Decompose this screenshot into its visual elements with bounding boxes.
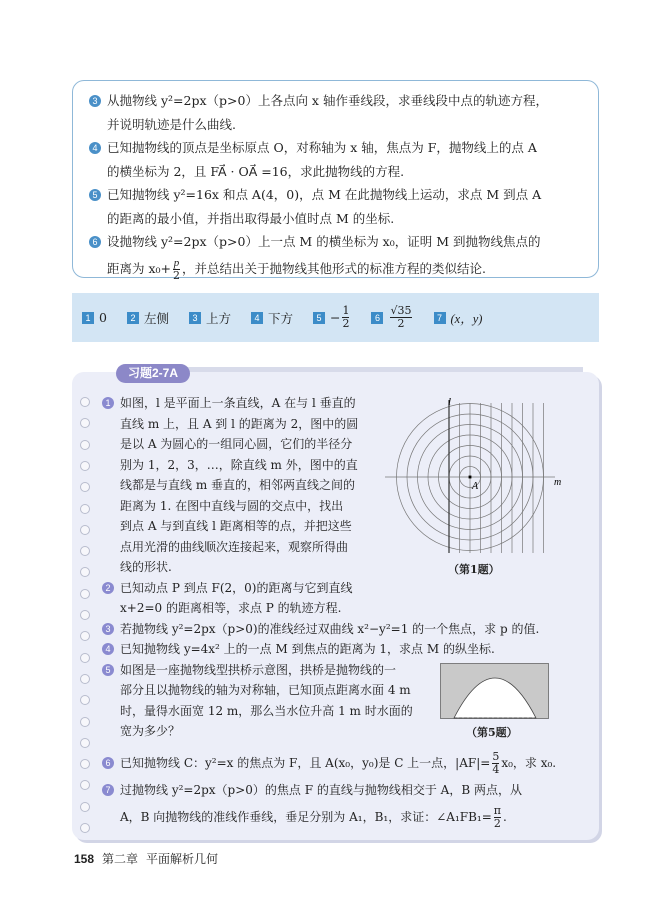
ex1-line: 直线 m 上，且 A 到 l 的距离为 2，图中的圆 [120, 416, 359, 431]
text: 距离为 x₀+ [107, 260, 172, 276]
answer-number: 2 [127, 312, 139, 324]
numerator: p [173, 256, 180, 269]
number-badge: 3 [89, 95, 101, 107]
exercise-6-line-1 [89, 230, 598, 254]
text: 如图，l 是平面上一条直线，A 在与 l 垂直的 [120, 396, 356, 410]
denominator: 4 [492, 762, 500, 776]
figure-arch-bridge [440, 663, 550, 721]
text: 已知动点 P 到点 F(2，0)的距离与它到直线 [120, 580, 353, 595]
number-badge: 6 [102, 757, 114, 769]
binder-hole [80, 589, 90, 599]
binder-hole [80, 525, 90, 535]
page-footer [74, 850, 226, 867]
denominator: 2 [493, 817, 501, 830]
figure-5-caption: （第5题） [466, 726, 518, 739]
exercise-3-line-2: 并说明轨迹是什么曲线. [107, 116, 236, 132]
answer-text: 下方 [267, 310, 293, 326]
answer-number: 7 [434, 312, 446, 324]
chapter-title: 平面解析几何 [146, 852, 219, 866]
page-number: 158 [74, 852, 95, 866]
ex1-line: 到点 A 与到直线 l 距离相等的点，并把这些 [120, 519, 352, 533]
answer-number: 3 [189, 312, 201, 324]
binder-hole [80, 674, 90, 684]
number-badge: 2 [102, 582, 114, 594]
text: 若抛物线 y²=2px（p>0)的准线经过双曲线 x²−y²=1 的一个焦点，求 p 的值. [120, 621, 540, 636]
answer-number: 1 [82, 312, 94, 324]
text: 已知抛物线 y=4x² 上的一点 M 到焦点的距离为 1，求点 M 的纵坐标. [120, 642, 495, 656]
answer-number: 5 [313, 312, 325, 324]
answer-3 [189, 309, 231, 327]
fraction [342, 305, 349, 330]
numerator: √35 [390, 304, 412, 317]
exercise-4-line-1 [89, 136, 598, 160]
section-tag: 习题2-7A [116, 364, 190, 383]
chapter-label: 第二章 [102, 852, 139, 866]
ex1-line: 别为 1，2，3，…，除直线 m 外，图中的直 [120, 457, 358, 472]
answer-2 [127, 309, 169, 327]
ex1-line: 点用光滑的曲线顺次连接起来，观察所得曲 [120, 539, 349, 554]
answer-text: 上方 [205, 310, 231, 326]
answer-text: 左侧 [143, 310, 169, 326]
minus-sign: − [330, 310, 341, 325]
fraction [494, 805, 501, 830]
binder-hole [80, 823, 90, 833]
exercise-3-line-1 [89, 89, 598, 113]
denominator: 2 [397, 317, 405, 330]
ex2-line [102, 578, 556, 599]
text: x₀，求 x₀. [501, 755, 557, 770]
binder-hole [80, 461, 90, 471]
answer-4 [251, 309, 293, 327]
denominator: 2 [342, 317, 350, 330]
answer-7 [434, 309, 483, 327]
binder-hole [80, 504, 90, 514]
label-l: l [448, 396, 452, 408]
ex2-line: x+2=0 的距离相等，求点 P 的轨迹方程. [120, 601, 342, 615]
text: 已知抛物线 y²=16x 和点 A(4，0)，点 M 在此抛物线上运动，求点 M 到点 A [107, 187, 542, 202]
text: 过抛物线 y²=2px（p>0）的焦点 F 的直线与抛物线相交于 A，B 两点，从 [120, 782, 522, 797]
answer-text: 0 [99, 310, 107, 325]
number-badge: 7 [102, 784, 114, 796]
ex5-line: 宽为多少？ [120, 724, 181, 738]
ex1-line: 距离为 1. 在图中直线与圆的交点中，找出 [120, 498, 344, 513]
ex1-line: 线的形状. [120, 560, 172, 574]
binder-hole [80, 802, 90, 812]
binder-hole [80, 738, 90, 748]
exercise-6-line-2 [89, 254, 598, 284]
ex6-line [102, 746, 556, 780]
label-m: m [554, 477, 562, 488]
numerator: 5 [492, 749, 500, 763]
ex1-line: 线都是与直线 m 垂直的，相邻两直线之间的 [120, 478, 356, 492]
number-badge: 4 [89, 142, 101, 154]
answer-number: 4 [251, 312, 263, 324]
text: 设抛物线 y²=2px（p>0）上一点 M 的横坐标为 x₀，证明 M 到抛物线焦点的 [107, 234, 541, 249]
ex7-line [102, 800, 556, 834]
text: 已知抛物线的顶点是坐标原点 O，对称轴为 x 轴，焦点为 F，抛物线上的点 A [107, 140, 537, 155]
label-A: A [472, 481, 479, 492]
point-A [468, 475, 471, 478]
binder-hole [80, 397, 90, 407]
binder-hole [80, 653, 90, 663]
ex1-line: 是以 A 为圆心的一组同心圆，它们的半径分 [120, 437, 353, 451]
number-badge: 5 [89, 189, 101, 201]
ex5-line: 时，量得水面宽 12 m，那么当水位升高 1 m 时水面的 [120, 703, 413, 718]
number-badge: 4 [102, 643, 114, 655]
fraction [173, 257, 180, 282]
binder-hole [80, 610, 90, 620]
ex4-line [102, 639, 556, 660]
numerator: 1 [342, 304, 350, 317]
number-badge: 5 [102, 664, 114, 676]
text: . [503, 810, 507, 824]
figure-1-caption: （第1题） [448, 563, 500, 576]
ex5-line: 部分且以抛物线的轴为对称轴，已知顶点距离水面 4 m [120, 683, 411, 697]
text: 从抛物线 y²=2px（p>0）上各点向 x 轴作垂线段，求垂线段中点的轨迹方程， [107, 93, 548, 108]
ex3-line [102, 619, 556, 640]
text: ，并总结出关于抛物线其他形式的标准方程的类似结论. [182, 260, 486, 276]
answer-band [72, 293, 599, 342]
exercise-5-line-2: 的距离的最小值，并指出取得最小值时点 M 的坐标. [107, 210, 395, 226]
binder-hole [80, 717, 90, 727]
fraction [492, 751, 499, 776]
number-badge: 6 [89, 236, 101, 248]
answer-1 [82, 310, 107, 325]
numerator: π [493, 804, 501, 817]
denominator: 2 [173, 268, 181, 282]
answer-6 [371, 305, 413, 330]
number-badge: 1 [102, 397, 114, 409]
number-badge: 3 [102, 623, 114, 635]
ex7-line [102, 780, 556, 801]
answer-5 [313, 305, 351, 330]
answer-number: 6 [371, 312, 383, 324]
text: 如图是一座抛物线型拱桥示意图，拱桥是抛物线的一 [120, 662, 397, 677]
exercise-4-line-2: 的横坐标为 2，且 FA⃗ · OA⃗ =16，求此抛物线的方程. [107, 163, 405, 179]
text: A，B 向抛物线的准线作垂线，垂足分别为 A₁，B₁，求证：∠A₁FB₁= [120, 810, 492, 824]
figure-concentric-circles [380, 395, 570, 560]
text: 已知抛物线 C：y²=x 的焦点为 F，且 A(x₀，y₀)是 C 上一点，|AF|= [120, 755, 491, 770]
fraction [390, 305, 411, 330]
binder-hole [80, 440, 90, 450]
exercise-box-top [72, 80, 599, 282]
answer-text: (x，y) [450, 311, 483, 326]
exercise-5-line-1 [89, 183, 598, 207]
